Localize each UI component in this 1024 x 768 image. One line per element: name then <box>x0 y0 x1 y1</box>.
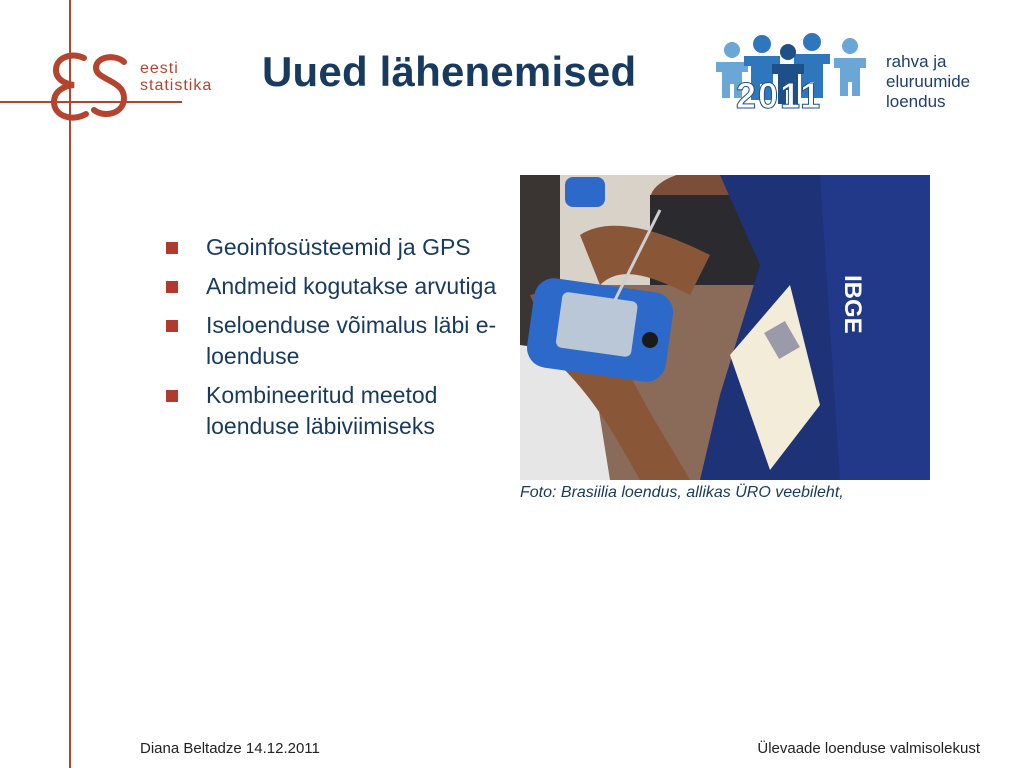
bullet-item <box>166 380 506 442</box>
census-line2: eluruumide <box>886 72 971 91</box>
bullet-list <box>166 232 506 450</box>
vest-logo-text: IBGE <box>839 275 866 334</box>
bullet-text: Iseloenduse võimalus läbi e-loenduse <box>206 312 497 369</box>
census-line3: loendus <box>886 92 946 111</box>
bullet-square-icon <box>166 320 178 332</box>
bullet-text: Andmeid kogutakse arvutiga <box>206 273 497 299</box>
eesti-statistika-logo <box>50 50 130 124</box>
bullet-square-icon <box>166 242 178 254</box>
brand-name-line2: statistika <box>140 77 213 94</box>
brand-name-line1: eesti <box>140 60 179 77</box>
census-line1: rahva ja <box>886 52 947 71</box>
slide-title: Uued lähenemised <box>262 48 637 95</box>
census-photo <box>520 175 930 480</box>
bullet-square-icon <box>166 390 178 402</box>
bullet-text: Geoinfosüsteemid ja GPS <box>206 234 471 260</box>
footer-presentation-title: Ülevaade loenduse valmisolekust <box>757 740 980 757</box>
bullet-item <box>166 310 506 372</box>
bullet-item <box>166 232 506 263</box>
photo-caption: Foto: Brasiilia loendus, allikas ÜRO veebileht, <box>520 484 844 501</box>
eesti-statistika-wordmark <box>138 58 250 94</box>
bullet-text: Kombineeritud meetod loenduse läbiviimiseks <box>206 382 438 439</box>
bullet-item <box>166 271 506 302</box>
census-logo-text <box>886 52 970 112</box>
footer-author-date: Diana Beltadze 14.12.2011 <box>140 740 320 757</box>
bullet-square-icon <box>166 281 178 293</box>
census-year: 2011 <box>736 75 823 116</box>
census-2011-logo <box>712 32 882 124</box>
